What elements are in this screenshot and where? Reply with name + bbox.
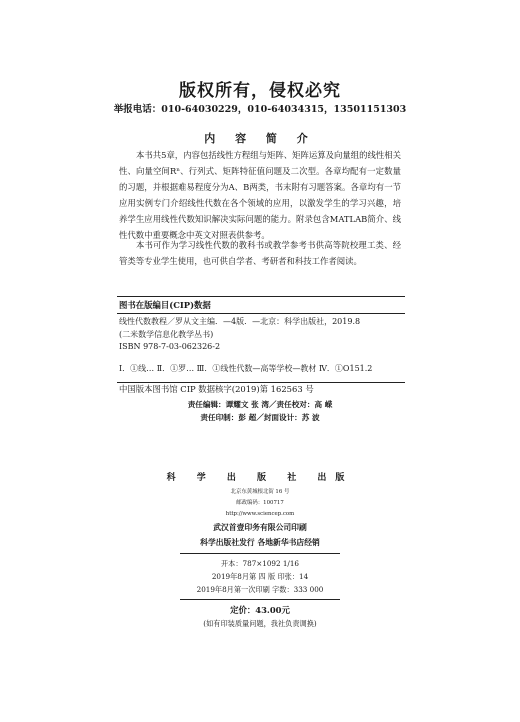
publisher-divider <box>180 553 340 554</box>
credits-editors: 责任编辑：谭耀文 张 湾／责任校对：高 嵘 <box>187 400 333 409</box>
cip-divider <box>117 313 405 314</box>
intro-heading: 内 容 简 介 <box>204 132 316 145</box>
publisher-address: 北京东黄城根北街 16 号 <box>230 489 290 495</box>
spec-divider <box>180 599 340 600</box>
price: 定价：43.00元 <box>230 605 290 615</box>
publisher-postcode: 邮政编码：100717 <box>236 500 284 506</box>
distributor-line: 科学出版社发行 各地新华书店经销 <box>200 538 320 547</box>
intro-paragraph-2: 本书可作为学习线性代数的教科书或教学参考书供高等院校理工类、经管类等专业学生使用，也可供自学者、考研者和科技工作者阅读。 <box>119 240 401 266</box>
cip-title-line: 线性代数教程／罗从文主编．—4版．—北京：科学出版社，2019.8 <box>119 317 361 326</box>
cip-heading: 图书在版编目(CIP)数据 <box>119 300 211 310</box>
credits-production: 责任印制：彭 超／封面设计：苏 波 <box>200 413 320 422</box>
cip-isbn-line: ISBN 978-7-03-062326-2 <box>119 342 221 351</box>
cip-record-number: 中国版本图书馆 CIP 数据核字(2019)第 162563 号 <box>119 384 314 394</box>
spec-format: 开本：787×1092 1/16 <box>220 559 300 568</box>
publisher-block <box>0 470 520 630</box>
cip-box <box>117 296 405 383</box>
spec-printing: 2019年8月第一次印刷 字数：333 000 <box>196 585 324 594</box>
cip-classification-line: Ⅰ．①线… Ⅱ．①罗… Ⅲ．①线性代数—高等学校—教材 Ⅳ．①O151.2 <box>119 364 373 373</box>
spec-edition: 2019年8月第 四 版 印张：14 <box>211 572 309 581</box>
report-phone: 举报电话：010-64030229，010-64034315，13501151303 <box>113 104 407 115</box>
printer-name: 武汉首壹印务有限公司印刷 <box>213 523 307 532</box>
intro-paragraph-1: 本书共5章，内容包括线性方程组与矩阵、矩阵运算及向量组的线性相关性、向量空间Rⁿ、行列式、矩阵特征值问题及二次型。各章均配有一定数量的习题，并根据难易程度分为A、B两类，书末附有习题答案。各章均有一节应用实例专门介绍线性代数在各个领域的应用，以激发学生的学习兴趣，培养学生应用线性代数知识解决实际问题的能力。附录包含MATLAB简介、线性代数中重要概念中英文对照表供参考。 <box>119 150 401 240</box>
publisher-name: 科 学 出 版 社 出版 <box>166 473 354 483</box>
page-title: 版权所有，侵权必究 <box>179 81 341 101</box>
cip-series-line: (二米数学信息化教学丛书) <box>119 330 214 339</box>
quality-notice: (如有印装质量问题，我社负责调换) <box>203 619 317 628</box>
publisher-url: http://www.sciencep.com <box>225 511 295 517</box>
